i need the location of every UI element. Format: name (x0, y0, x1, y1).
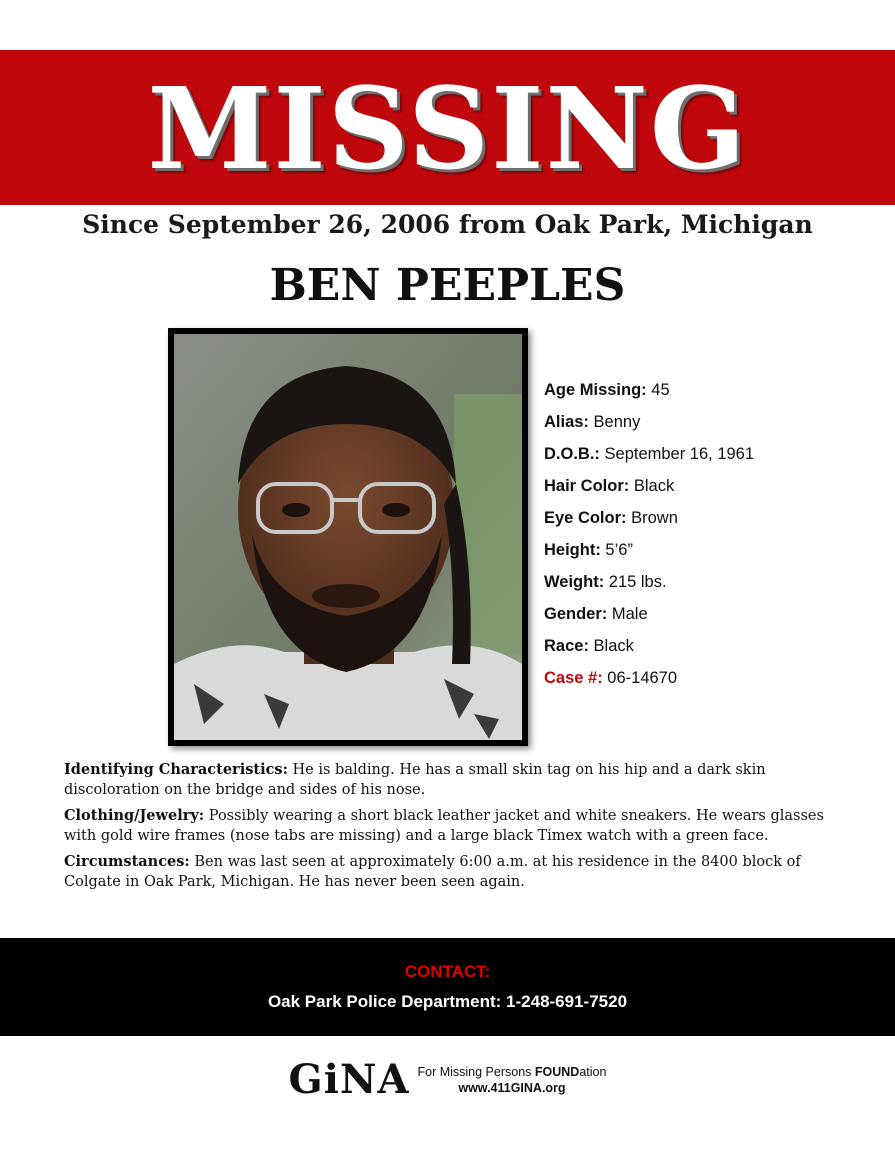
identifying-label: Identifying Characteristics: (64, 761, 288, 778)
contact-bar (0, 938, 895, 1036)
detail-value: September 16, 1961 (604, 445, 755, 463)
detail-label: Gender: (544, 605, 608, 623)
identifying-text: He is balding. He has a small skin tag on his hip and a dark skin discoloration on the bridge and sides of his nose. (64, 762, 766, 798)
contact-heading: CONTACT: (404, 962, 491, 981)
missing-banner (0, 50, 895, 205)
missing-since-line: Since September 26, 2006 from Oak Park, Michigan (82, 210, 813, 239)
detail-label: Age Missing: (544, 381, 647, 399)
detail-label: Case #: (544, 669, 603, 687)
detail-label: D.O.B.: (544, 445, 600, 463)
detail-value: 5’6” (605, 541, 633, 559)
detail-weight (544, 570, 874, 602)
detail-label: Height: (544, 541, 601, 559)
detail-label: Hair Color: (544, 477, 630, 495)
detail-value: Black (633, 477, 675, 495)
detail-height (544, 538, 874, 570)
detail-hair-color (544, 474, 874, 506)
clothing-text: Possibly wearing a short black leather jacket and white sneakers. He wears glasses with gold wire frames (nose tabs are missing) and a large black Timex watch with a green face. (64, 808, 824, 844)
detail-label: Weight: (544, 573, 605, 591)
gina-org-emphasis: FOUND (534, 1065, 580, 1079)
gina-org-suffix: ation (579, 1065, 607, 1079)
clothing-label: Clothing/Jewelry: (64, 807, 205, 824)
missing-title: MISSING (147, 63, 748, 195)
circumstances-label: Circumstances: (64, 853, 190, 870)
detail-value: Brown (631, 509, 678, 527)
detail-value: Male (611, 605, 648, 623)
detail-value: Benny (593, 413, 641, 431)
circumstances-text: Ben was last seen at approximately 6:00 a.m. at his residence in the 8400 block of Colgate in Oak Park, Michigan. He has never been seen again. (64, 854, 801, 890)
gina-org-name (417, 1064, 606, 1080)
detail-age-missing (544, 378, 874, 410)
gina-logo: GiNA (288, 1056, 410, 1103)
description-section (64, 760, 824, 898)
detail-gender (544, 602, 874, 634)
detail-value: 45 (651, 381, 670, 399)
detail-case-number (544, 666, 874, 698)
detail-dob (544, 442, 874, 474)
detail-label: Eye Color: (544, 509, 627, 527)
detail-label: Race: (544, 637, 589, 655)
gina-tagline (417, 1064, 606, 1096)
detail-value: Black (593, 637, 634, 655)
detail-alias (544, 410, 874, 442)
detail-eye-color (544, 506, 874, 538)
gina-org-prefix: For Missing Persons (417, 1065, 535, 1079)
person-details (544, 378, 874, 698)
person-photo-image (174, 334, 522, 740)
clothing-jewelry (64, 806, 824, 846)
footer (0, 1050, 895, 1110)
detail-label: Alias: (544, 413, 589, 431)
gina-url[interactable]: www.411GINA.org (458, 1081, 566, 1095)
contact-phone-line: Oak Park Police Department: 1-248-691-7520 (267, 992, 628, 1011)
detail-value: 215 lbs. (608, 573, 667, 591)
person-photo (168, 328, 528, 746)
circumstances (64, 852, 824, 892)
detail-race (544, 634, 874, 666)
person-name: BEN PEEPLES (269, 260, 626, 311)
detail-value: 06-14670 (607, 669, 678, 687)
identifying-characteristics (64, 760, 824, 800)
